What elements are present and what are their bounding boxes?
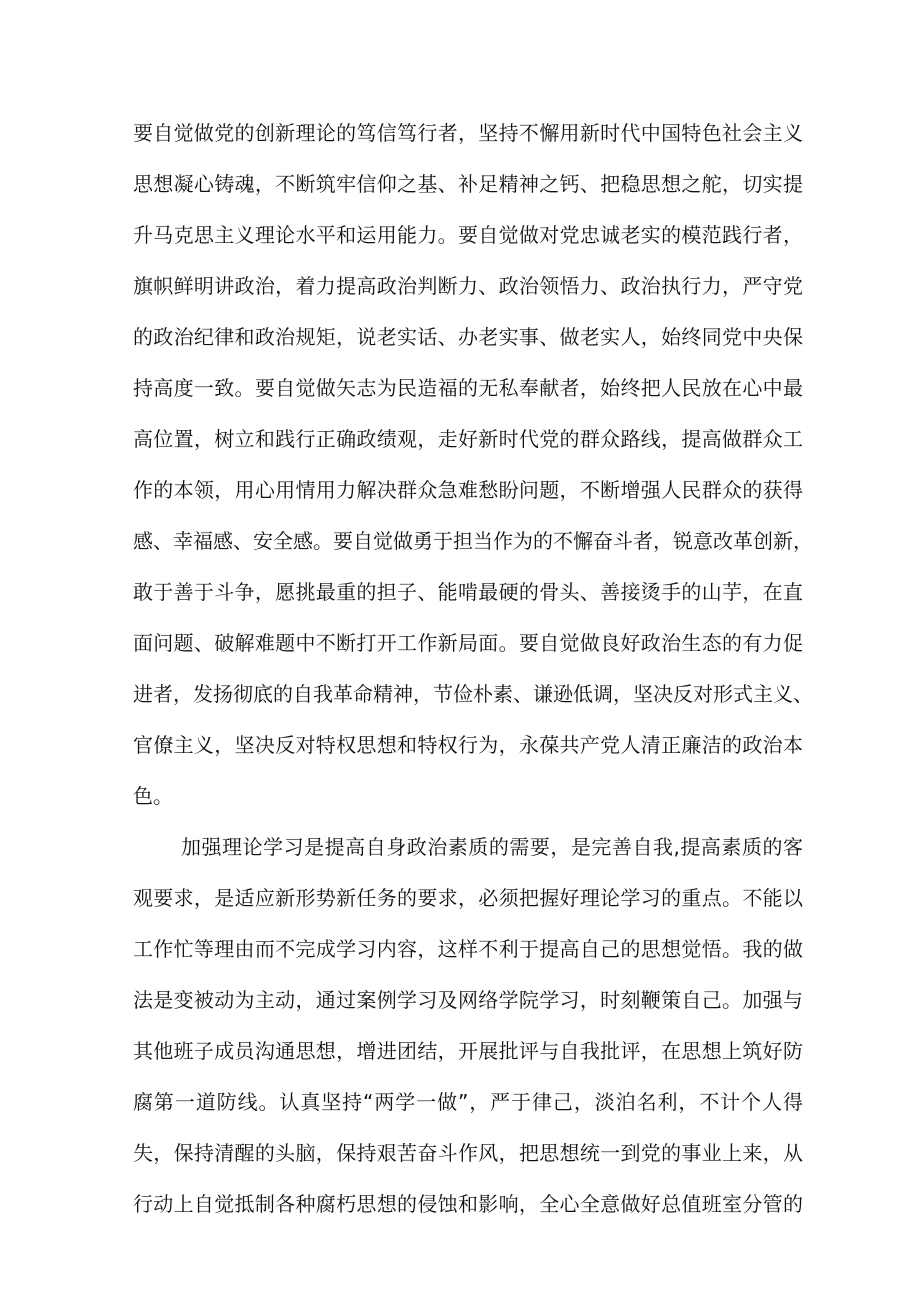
paragraph-2-line-7: 失，保持清醒的头脑，保持艰苦奋斗作风，把思想统一到党的事业上来，从 <box>133 1141 803 1165</box>
paragraph-1-line-13: 官僚主义，坚决反对特权思想和特权行为，永葆共产党人清正廉洁的政治本 <box>133 733 803 757</box>
paragraph-1-line-7: 高位置，树立和践行正确政绩观，走好新时代党的群众路线，提高做群众工 <box>133 427 803 451</box>
paragraph-2-line-1: 加强理论学习是提高自身政治素质的需要，是完善自我,提高素质的客 <box>181 835 803 859</box>
paragraph-2-line-4: 法是变被动为主动，通过案例学习及网络学院学习，时刻鞭策自己。加强与 <box>133 988 803 1012</box>
paragraph-2-line-3: 工作忙等理由而不完成学习内容，这样不利于提高自己的思想觉悟。我的做 <box>133 937 803 961</box>
paragraph-2-line-5: 其他班子成员沟通思想，增进团结，开展批评与自我批评，在思想上筑好防 <box>133 1039 803 1063</box>
paragraph-1-line-2: 思想凝心铸魂，不断筑牢信仰之基、补足精神之钙、把稳思想之舵，切实提 <box>133 172 803 196</box>
paragraph-1-line-4: 旗帜鲜明讲政治，着力提高政治判断力、政治领悟力、政治执行力，严守党 <box>133 274 803 298</box>
paragraph-2-line-8: 行动上自觉抵制各种腐朽思想的侵蚀和影响，全心全意做好总值班室分管的 <box>133 1192 803 1216</box>
paragraph-1-line-14: 色。 <box>133 784 173 808</box>
paragraph-1-line-3: 升马克思主义理论水平和运用能力。要自觉做对党忠诚老实的模范践行者， <box>133 223 803 247</box>
paragraph-1-line-1: 要自觉做党的创新理论的笃信笃行者，坚持不懈用新时代中国特色社会主义 <box>133 121 803 145</box>
paragraph-1-line-9: 感、幸福感、安全感。要自觉做勇于担当作为的不懈奋斗者，锐意改革创新， <box>133 529 813 553</box>
paragraph-1-line-11: 面问题、破解难题中不断打开工作新局面。要自觉做良好政治生态的有力促 <box>133 631 803 655</box>
paragraph-2-line-2: 观要求，是适应新形势新任务的要求，必须把握好理论学习的重点。不能以 <box>133 886 803 910</box>
paragraph-1-line-6: 持高度一致。要自觉做矢志为民造福的无私奉献者，始终把人民放在心中最 <box>133 376 803 400</box>
paragraph-1-line-8: 作的本领，用心用情用力解决群众急难愁盼问题，不断增强人民群众的获得 <box>133 478 803 502</box>
paragraph-1-line-12: 进者，发扬彻底的自我革命精神，节俭朴素、谦逊低调，坚决反对形式主义、 <box>133 682 813 706</box>
paragraph-1-line-5: 的政治纪律和政治规矩，说老实话、办老实事、做老实人，始终同党中央保 <box>133 325 803 349</box>
paragraph-1-line-10: 敢于善于斗争，愿挑最重的担子、能啃最硬的骨头、善接烫手的山芋，在直 <box>133 580 803 604</box>
paragraph-2-line-6: 腐第一道防线。认真坚持“两学一做”，严于律己，淡泊名利，不计个人得 <box>133 1090 803 1114</box>
